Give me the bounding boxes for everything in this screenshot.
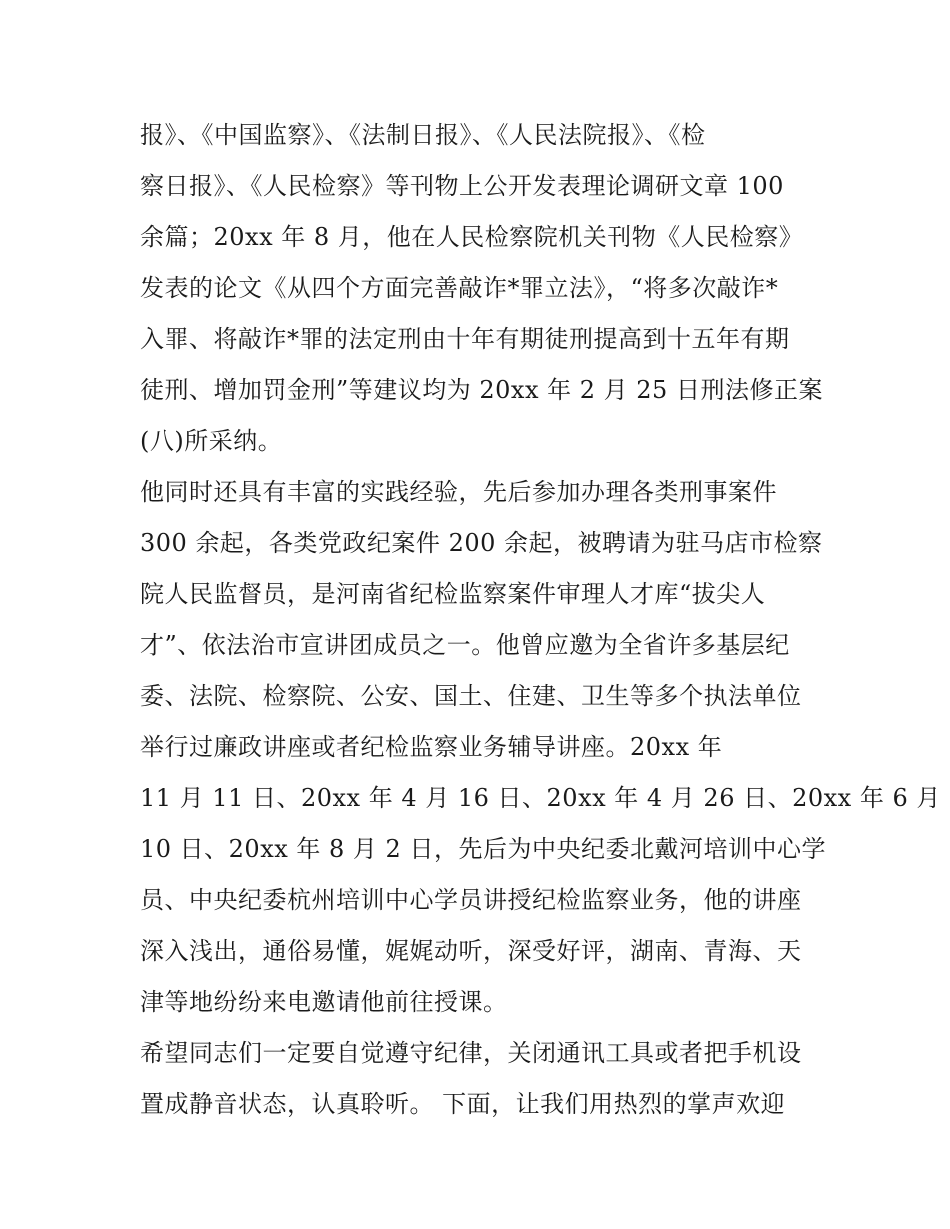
text-line: 入罪、将敲诈*罪的法定刑由十年有期徒刑提高到十五年有期 <box>140 325 790 353</box>
text-line: 发表的论文《从四个方面完善敲诈*罪立法》，“将多次敲诈* <box>140 274 779 302</box>
text-line: 深入浅出，通俗易懂，娓娓动听，深受好评，湖南、青海、天 <box>140 937 802 965</box>
text-line: 10 日、20xx 年 8 月 2 日，先后为中央纪委北戴河培训中心学 <box>140 835 826 863</box>
text-line: 余篇；20xx 年 8 月，他在人民检察院机关刊物《人民检察》 <box>140 223 804 251</box>
text-line: 才”、依法治市宣讲团成员之一。他曾应邀为全省许多基层纪 <box>140 631 790 659</box>
text-line: 置成静音状态，认真聆听。 下面，让我们用热烈的掌声欢迎 <box>140 1090 786 1118</box>
text-line: 300 余起，各类党政纪案件 200 余起，被聘请为驻马店市检察 <box>140 529 823 557</box>
text-line: 希望同志们一定要自觉遵守纪律，关闭通讯工具或者把手机设 <box>140 1039 802 1067</box>
text-line: 报》、《中国监察》、《法制日报》、《人民法院报》、《检 <box>140 121 706 149</box>
text-line: (八)所采纳。 <box>140 427 283 455</box>
text-line: 他同时还具有丰富的实践经验，先后参加办理各类刑事案件 <box>140 478 777 506</box>
text-line: 徒刑、增加罚金刑”等建议均为 20xx 年 2 月 25 日刑法修正案 <box>140 376 823 404</box>
text-line: 津等地纷纷来电邀请他前往授课。 <box>140 988 508 1016</box>
text-line: 委、法院、检察院、公安、国土、住建、卫生等多个执法单位 <box>140 682 802 710</box>
text-line: 察日报》、《人民检察》等刊物上公开发表理论调研文章 100 <box>140 172 784 200</box>
text-line: 举行过廉政讲座或者纪检监察业务辅导讲座。20xx 年 <box>140 733 723 761</box>
text-line: 员、中央纪委杭州培训中心学员讲授纪检监察业务，他的讲座 <box>140 886 802 914</box>
text-line: 11 月 11 日、20xx 年 4 月 16 日、20xx 年 4 月 26 日、20xx 年 6 月 <box>140 784 941 812</box>
document-body <box>140 110 941 1130</box>
text-line: 院人民监督员，是河南省纪检监察案件审理人才库“拔尖人 <box>140 580 766 608</box>
